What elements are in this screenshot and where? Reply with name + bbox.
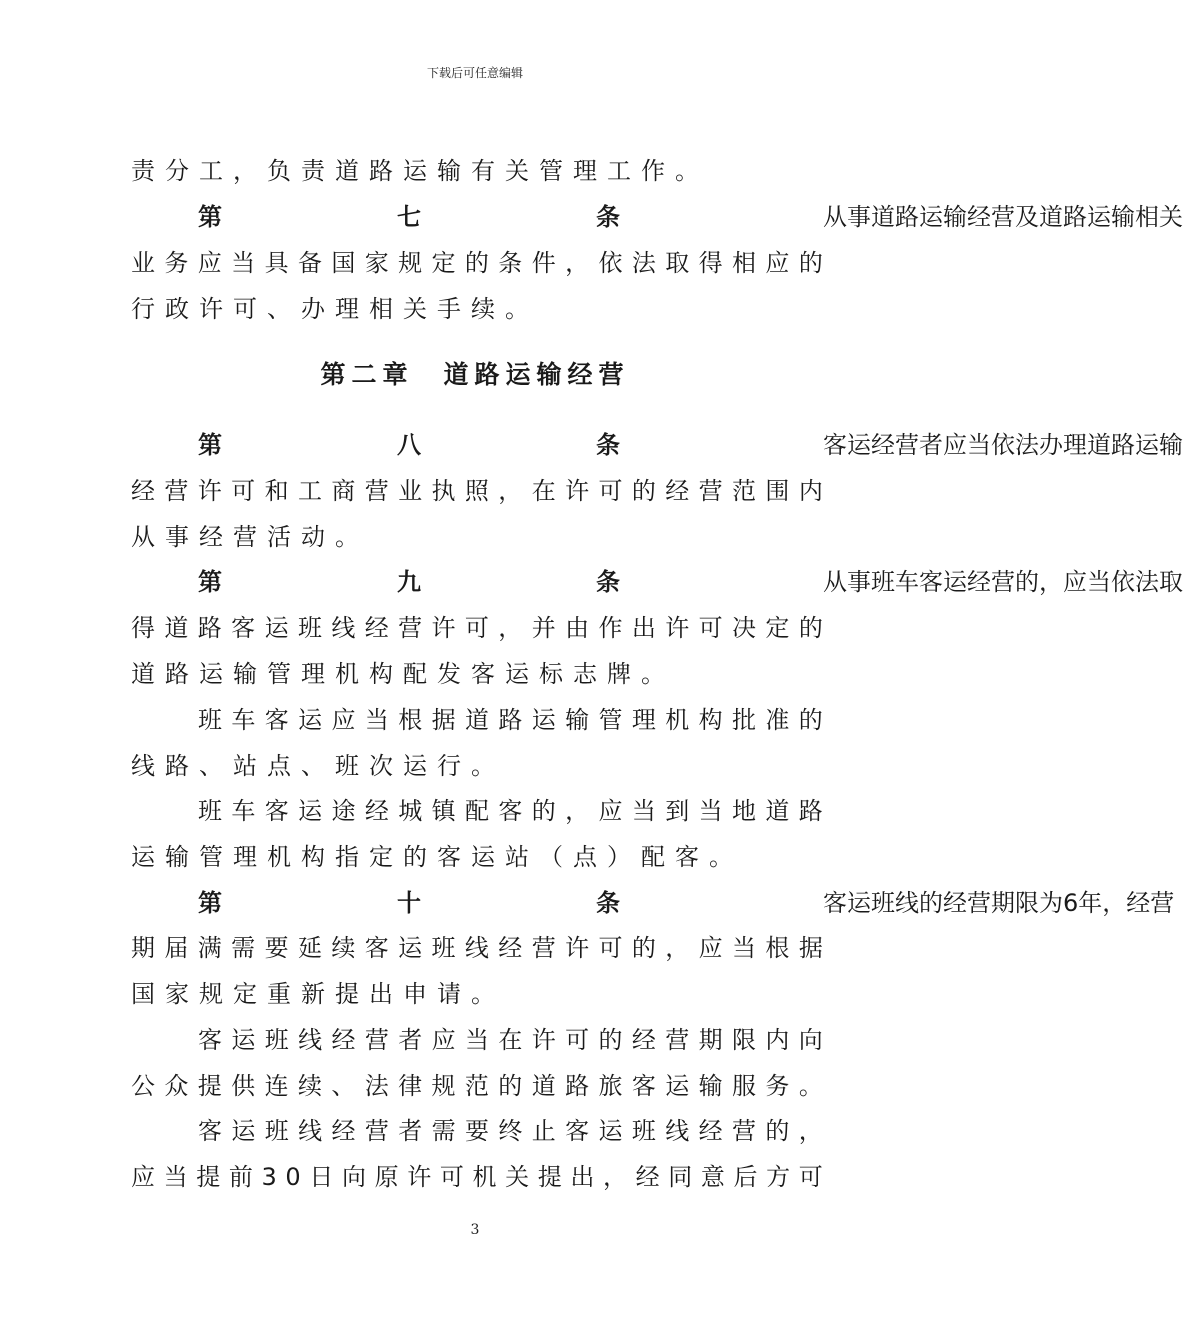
line-text: 运输管理机构指定的客运站（点）配客。 bbox=[131, 843, 743, 871]
body-line bbox=[198, 1017, 823, 1063]
body-line bbox=[131, 651, 823, 697]
line-text: 责分工，负责道路运输有关管理工作。 bbox=[131, 157, 709, 185]
article-line: 第十条 客 运 班 线 的 经 营 期 限 为 6 年 ， 经 营 bbox=[198, 889, 1175, 917]
body-line bbox=[131, 148, 823, 194]
chapter-heading bbox=[0, 352, 950, 398]
line-text: 行政许可、办理相关手续。 bbox=[131, 295, 539, 323]
article-heading: 第九条 bbox=[198, 568, 795, 596]
body-line bbox=[131, 1154, 823, 1200]
line-text: 期 届 满 需 要 延 续 客 运 班 线 经 营 许 可 的 ， 应 当 根 据 bbox=[131, 934, 823, 962]
line-text: 公 众 提 供 连 续 、 法 律 规 范 的 道 路 旅 客 运 输 服 务 。 bbox=[131, 1072, 823, 1100]
line-text: 班 车 客 运 应 当 根 据 道 路 运 输 管 理 机 构 批 准 的 bbox=[198, 706, 823, 734]
chapter-title: 道路运输经营 bbox=[443, 360, 630, 389]
line-text: 客 运 班 线 经 营 者 应 当 在 许 可 的 经 营 期 限 内 向 bbox=[198, 1026, 823, 1054]
line-text: 道路运输管理机构配发客运标志牌。 bbox=[131, 660, 675, 688]
article-heading: 第十条 bbox=[198, 889, 795, 917]
page-number: 3 bbox=[470, 1222, 480, 1238]
body-line bbox=[198, 697, 823, 743]
line-text: 经 营 许 可 和 工 商 营 业 执 照 ， 在 许 可 的 经 营 范 围 内 bbox=[131, 477, 823, 505]
body-line bbox=[198, 788, 823, 834]
body-line bbox=[131, 1063, 823, 1109]
body-line bbox=[131, 240, 823, 286]
body-line bbox=[131, 514, 823, 560]
body-line bbox=[131, 925, 823, 971]
line-text: 线路、站点、班次运行。 bbox=[131, 752, 505, 780]
line-text: 客 运 班 线 经 营 者 需 要 终 止 客 运 班 线 经 营 的 ， bbox=[198, 1117, 823, 1145]
article-line: 第九条 从 事 班 车 客 运 经 营 的 ， 应 当 依 法 取 bbox=[198, 568, 1183, 596]
line-text: 得 道 路 客 运 班 线 经 营 许 可 ， 并 由 作 出 许 可 决 定 的 bbox=[131, 614, 823, 642]
body-line bbox=[131, 971, 823, 1017]
body-line bbox=[131, 286, 823, 332]
line-text: 班 车 客 运 途 经 城 镇 配 客 的 ， 应 当 到 当 地 道 路 bbox=[198, 797, 823, 825]
body-line bbox=[131, 468, 823, 514]
line-text: 国家规定重新提出申请。 bbox=[131, 980, 505, 1008]
line-text: 应 当 提 前 3 0 日 向 原 许 可 机 关 提 出 ， 经 同 意 后 方 可 bbox=[131, 1163, 823, 1191]
article-heading: 第七条 bbox=[198, 203, 795, 231]
article-heading: 第八条 bbox=[198, 431, 795, 459]
article-line: 第七条 从 事 道 路 运 输 经 营 及 道 路 运 输 相 关 bbox=[198, 203, 1183, 231]
line-text: 从事经营活动。 bbox=[131, 523, 369, 551]
line-text: 业 务 应 当 具 备 国 家 规 定 的 条 件 ， 依 法 取 得 相 应 的 bbox=[131, 249, 823, 277]
body-line bbox=[131, 605, 823, 651]
body-line bbox=[198, 1108, 823, 1154]
body-line bbox=[131, 834, 823, 880]
chapter-number: 第二章 bbox=[320, 360, 414, 389]
article-line: 第八条 客 运 经 营 者 应 当 依 法 办 理 道 路 运 输 bbox=[198, 431, 1183, 459]
header-note: 下载后可任意编辑 bbox=[426, 66, 523, 80]
body-line bbox=[131, 743, 823, 789]
